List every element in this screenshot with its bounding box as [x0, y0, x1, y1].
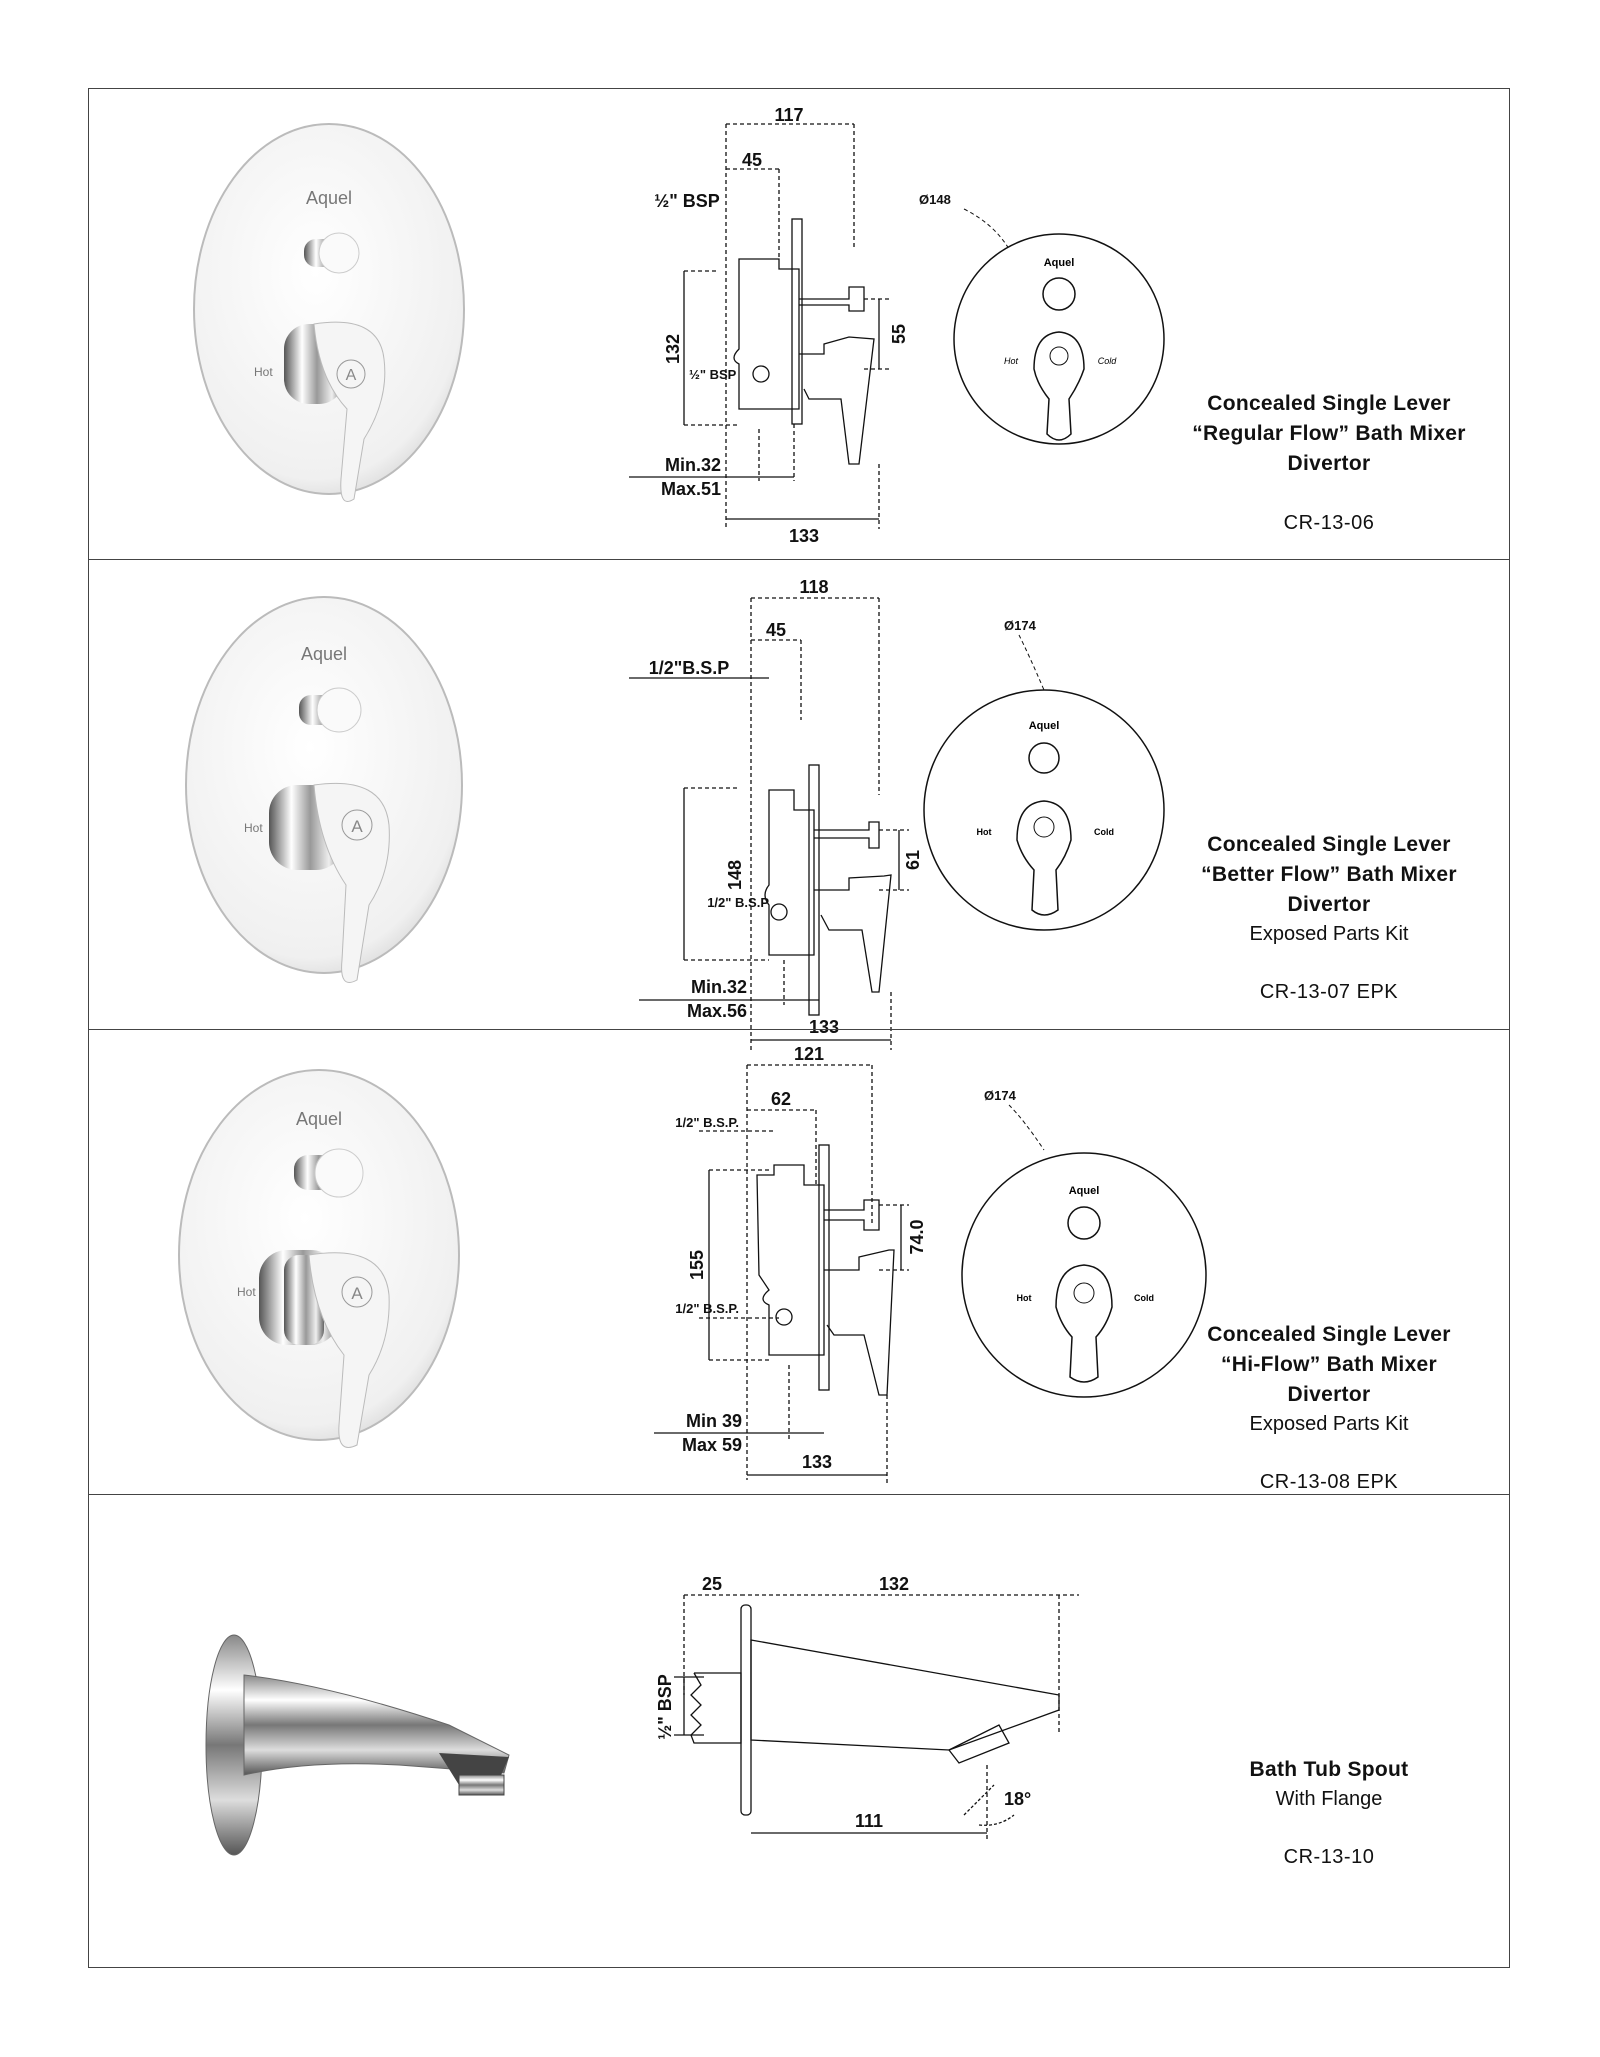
front-brand-label: Aquel — [1068, 1185, 1100, 1197]
technical-drawing-front — [914, 615, 1164, 935]
technical-drawing-spout — [619, 1565, 1059, 1895]
product-subtitle: Exposed Parts Kit — [1249, 923, 1409, 945]
product-row-cr-13-07 — [89, 559, 1509, 1037]
product-title-line: Concealed Single Lever — [1207, 1323, 1451, 1346]
dim-plate-diameter: Ø174 — [984, 1088, 1016, 1103]
product-title-line: “Better Flow” Bath Mixer — [1201, 863, 1457, 886]
dim-bsp-bottom: ½" BSP — [689, 367, 737, 382]
front-hot-label: Hot — [1003, 356, 1019, 366]
dim-lever-offset: 55 — [889, 323, 909, 345]
catalog-sheet — [88, 88, 1510, 1968]
dim-height: 132 — [663, 333, 683, 365]
product-photo-bath-spout — [159, 1595, 579, 1895]
dim-bsp: ½" BSP — [655, 1674, 675, 1740]
dim-lever-offset: 61 — [903, 849, 923, 871]
product-photo-valve-plate — [169, 1055, 469, 1485]
dim-max-wall: Max 59 — [681, 1435, 742, 1455]
product-code: CR-13-07 EPK — [1259, 981, 1399, 1003]
dim-max-wall: Max.56 — [686, 1001, 747, 1021]
dim-bsp-bottom: 1/2" B.S.P — [707, 895, 769, 910]
photo-hot-label: Hot — [237, 1285, 256, 1299]
dim-bsp-top: ½" BSP — [654, 191, 720, 211]
front-cold-label: Cold — [1097, 356, 1117, 366]
product-title-line: “Regular Flow” Bath Mixer — [1192, 422, 1466, 445]
svg-text:A: A — [351, 1284, 363, 1303]
dim-overall-depth: 121 — [793, 1044, 825, 1064]
dim-inlet-depth: 62 — [770, 1089, 792, 1109]
svg-text:A: A — [345, 367, 357, 384]
dim-reach: 111 — [854, 1811, 884, 1831]
technical-drawing-front — [944, 1085, 1194, 1415]
dim-angle: 18° — [1004, 1789, 1032, 1809]
photo-hot-label: Hot — [254, 365, 273, 379]
svg-text:A: A — [351, 817, 363, 836]
dim-plate-diameter: Ø148 — [919, 192, 951, 207]
dim-min-wall: Min.32 — [690, 977, 747, 997]
dim-max-wall: Max.51 — [660, 479, 721, 499]
front-cold-label: Cold — [1094, 827, 1114, 837]
dim-min-wall: Min 39 — [685, 1411, 742, 1431]
dim-lever-offset: 74.0 — [907, 1219, 927, 1255]
product-photo-valve-plate — [179, 109, 479, 539]
front-cold-label: Cold — [1134, 1293, 1154, 1303]
product-caption — [1179, 1755, 1479, 1871]
dim-total-width: 133 — [801, 1452, 833, 1472]
dim-inlet-depth: 45 — [741, 150, 763, 170]
product-title-line: Divertor — [1287, 452, 1371, 475]
technical-drawing-front — [919, 184, 1149, 464]
dim-overall-depth: 118 — [799, 577, 829, 597]
front-hot-label: Hot — [1016, 1293, 1032, 1303]
photo-brand-label: Aquel — [305, 188, 353, 208]
product-code: CR-13-10 — [1283, 1846, 1375, 1868]
product-photo-valve-plate — [174, 585, 474, 1015]
product-row-cr-13-08 — [89, 1029, 1509, 1494]
dim-min-wall: Min.32 — [664, 455, 721, 475]
front-brand-label: Aquel — [1028, 720, 1060, 732]
product-title-line: Divertor — [1287, 893, 1371, 916]
product-title-line: Bath Tub Spout — [1249, 1758, 1409, 1781]
product-subtitle: With Flange — [1275, 1788, 1383, 1810]
technical-drawing-side — [609, 105, 909, 546]
product-title-line: “Hi-Flow” Bath Mixer Divertor — [1220, 1353, 1437, 1406]
photo-hot-label: Hot — [244, 821, 263, 835]
product-title-line: Concealed Single Lever — [1207, 833, 1451, 856]
product-caption — [1179, 389, 1479, 537]
dim-height: 148 — [725, 859, 745, 891]
product-row-cr-13-06 — [89, 89, 1509, 559]
technical-drawing-side — [609, 1035, 939, 1485]
dim-spout-length: 132 — [878, 1574, 910, 1594]
dim-total-width: 133 — [788, 526, 820, 546]
dim-height: 155 — [687, 1249, 707, 1281]
product-code: CR-13-08 EPK — [1259, 1471, 1399, 1493]
dim-flange-depth: 25 — [701, 1574, 723, 1594]
photo-brand-label: Aquel — [300, 644, 348, 664]
dim-inlet-depth: 45 — [765, 620, 787, 640]
product-caption — [1179, 1320, 1479, 1496]
front-hot-label: Hot — [976, 827, 992, 837]
dim-bsp-top: 1/2"B.S.P — [648, 658, 730, 678]
dim-total-width: 133 — [808, 1017, 840, 1037]
front-brand-label: Aquel — [1043, 257, 1075, 269]
product-caption — [1179, 830, 1479, 1006]
technical-drawing-side — [629, 560, 929, 1037]
product-subtitle: Exposed Parts Kit — [1249, 1413, 1409, 1435]
dim-bsp-top: 1/2" B.S.P. — [675, 1115, 739, 1130]
dim-plate-diameter: Ø174 — [1004, 618, 1036, 633]
product-title-line: Concealed Single Lever — [1207, 392, 1451, 415]
photo-brand-label: Aquel — [295, 1109, 343, 1129]
product-code: CR-13-06 — [1283, 512, 1375, 534]
product-row-cr-13-10 — [89, 1494, 1509, 1969]
dim-bsp-bottom: 1/2" B.S.P. — [675, 1301, 739, 1316]
dim-overall-depth: 117 — [774, 105, 804, 125]
